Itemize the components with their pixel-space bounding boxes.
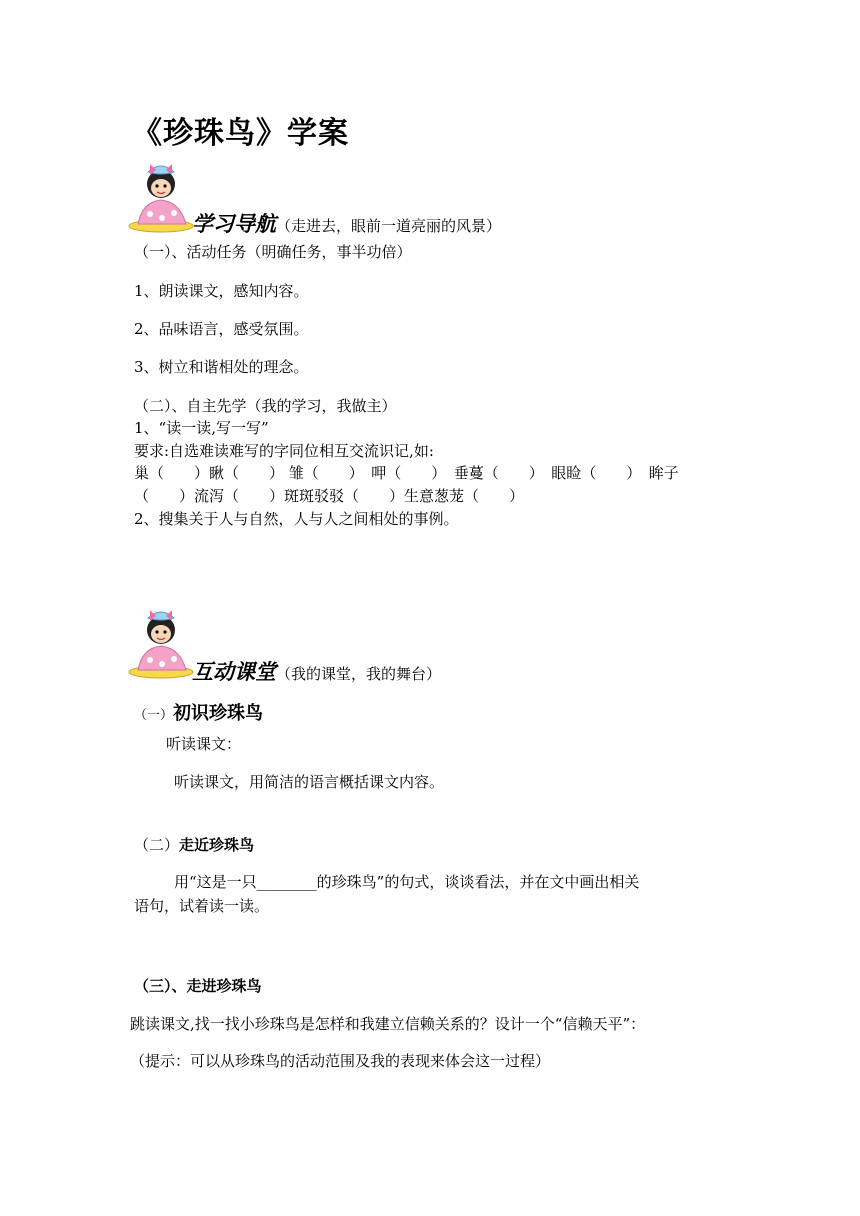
section-note: （走进去，眼前一道亮丽的风景） (276, 217, 502, 235)
collect-item: 2、搜集关于人与自然，人与人之间相处的事例。 (134, 510, 459, 528)
requirement-text: 要求:自选难读难写的字同位相互交流识记,如: (134, 442, 434, 460)
self-study-heading: （二）、自主先学（我的学习，我做主） (134, 397, 397, 415)
part-prefix: （一） (134, 708, 174, 723)
minnie-mascot-icon (128, 158, 194, 234)
section-header-study-guide (192, 208, 501, 238)
sentence-task-line: 语句，试着读一读。 (134, 897, 270, 915)
task-item: 2、品味语言，感受氛围。 (134, 320, 309, 338)
listen-task: 听读课文，用简洁的语言概括课文内容。 (174, 773, 445, 791)
part3-heading: （三）、走进珍珠鸟 (134, 977, 262, 995)
page-title: 《珍珠鸟》学案 (132, 116, 349, 151)
part-prefix: （二） (134, 836, 180, 854)
sentence-task-line: 用“这是一只________的珍珠鸟”的句式，谈谈看法，并在文中画出相关 (174, 873, 640, 891)
activity-heading: （一）、活动任务（明确任务，事半功倍） (134, 243, 412, 261)
listen-label: 听读课文： (166, 735, 242, 753)
task-item: 1、朗读课文，感知内容。 (134, 282, 309, 300)
minnie-mascot-icon (128, 604, 194, 680)
part-title: 初识珍珠鸟 (173, 703, 264, 724)
hint-text: （提示：可以从珍珠鸟的活动范围及我的表现来体会这一过程） (130, 1052, 551, 1070)
section-note: （我的课堂，我的舞台） (276, 665, 442, 683)
task-item: 3、树立和谐相处的理念。 (134, 358, 309, 376)
read-write-item: 1、“读一读,写一写” (134, 419, 269, 437)
word-list-line: 巢（ ）瞅（ ） 雏（ ） 呷（ ） 垂蔓（ ） 眼睑（ ） 眸子 (134, 464, 679, 482)
section-heading: 互动课堂 (192, 660, 276, 684)
section-header-interactive-class (192, 656, 441, 686)
word-list-line: （ ）流泻（ ）斑斑驳驳（ ）生意葱茏（ ） (134, 487, 525, 505)
skim-task: 跳读课文,找一找小珍珠鸟是怎样和我建立信赖关系的？设计一个“信赖天平”： (130, 1015, 646, 1033)
part-title: 走近珍珠鸟 (179, 836, 255, 854)
part1-heading (134, 699, 263, 725)
section-heading: 学习导航 (192, 212, 276, 236)
part2-heading (134, 834, 254, 855)
